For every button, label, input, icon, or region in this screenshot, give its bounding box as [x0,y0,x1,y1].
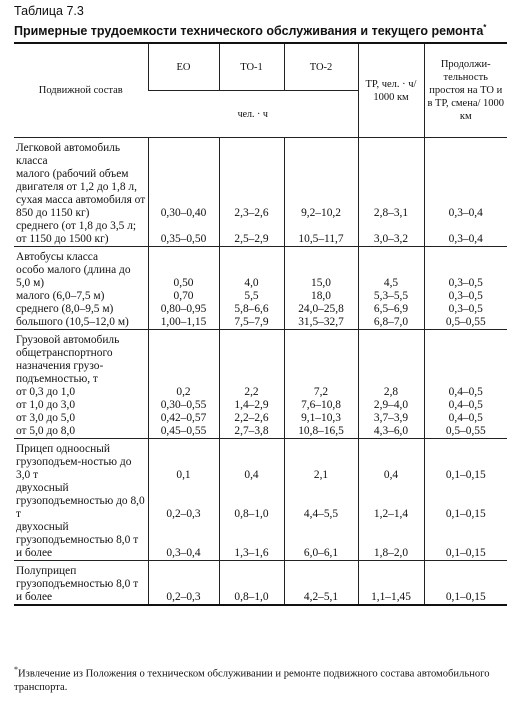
value-to1: 1,4–2,9 [219,399,284,412]
row-label: малого (6,0–7,5 м) [16,290,105,302]
empty-cell [424,247,507,265]
table-row [14,521,507,561]
value-to1: 2,2–2,6 [219,412,284,425]
value-dt: 0,4–0,5 [424,399,507,412]
value-dt: 0,3–0,5 [424,264,507,290]
empty-cell [284,247,358,265]
value-to2: 18,0 [284,290,358,303]
footnote-mark: * [14,665,18,674]
empty-cell [148,439,219,457]
value-eo: 0,50 [148,264,219,290]
value-to1: 7,5–7,9 [219,316,284,330]
value-eo: 0,2 [148,386,219,399]
group-title: Полуприцеп [14,561,148,579]
empty-cell [284,561,358,579]
empty-cell [284,330,358,387]
value-tr: 1,8–2,0 [358,521,424,561]
empty-cell [358,138,424,169]
value-tr: 6,8–7,0 [358,316,424,330]
value-to1: 0,8–1,0 [219,578,284,605]
table-row [14,386,507,399]
value-to1: 5,8–6,6 [219,303,284,316]
value-to1: 2,3–2,6 [219,168,284,220]
value-to2: 4,2–5,1 [284,578,358,605]
header-to1: ТО-1 [219,43,284,91]
value-dt: 0,1–0,15 [424,578,507,605]
empty-cell [148,330,219,387]
empty-cell [148,247,219,265]
value-tr: 2,8–3,1 [358,168,424,220]
row-label: от 3,0 до 5,0 [16,412,76,424]
row-label: большого (10,5–12,0 м) [16,316,129,328]
row-label: двухосный грузоподъемностью 8,0 т и более [16,521,139,559]
header-rolling-stock: Подвижной состав [14,43,148,138]
header-row [14,43,507,91]
empty-cell [148,561,219,579]
value-dt: 0,5–0,55 [424,425,507,439]
header-eo: ЕО [148,43,219,91]
value-eo: 0,42–0,57 [148,412,219,425]
value-to2: 24,0–25,8 [284,303,358,316]
table-title [14,23,486,38]
value-eo: 0,80–0,95 [148,303,219,316]
empty-cell [219,330,284,387]
table-row [14,316,507,330]
header-downtime: Продолжи-тельность простоя на ТО и в ТР, смена/ 1000 км [424,43,507,138]
value-to2: 4,4–5,5 [284,482,358,521]
value-tr: 1,2–1,4 [358,482,424,521]
empty-cell [358,561,424,579]
value-dt: 0,4–0,5 [424,386,507,399]
empty-cell [284,138,358,169]
value-to2: 7,6–10,8 [284,399,358,412]
value-eo: 0,35–0,50 [148,220,219,247]
row-label: малого (рабочий объем двигателя от 1,2 до 1,8 л, сухая масса автомобиля от 850 до 1150 кг) [16,168,146,219]
group-title-row [14,561,507,579]
value-to1: 0,4 [219,456,284,482]
empty-cell [219,439,284,457]
empty-cell [424,330,507,387]
value-tr: 1,1–1,45 [358,578,424,605]
footnote [14,663,507,694]
empty-cell [219,138,284,169]
empty-cell [358,330,424,387]
value-to2: 10,8–16,5 [284,425,358,439]
group-title-row [14,439,507,457]
row-label: среднего (от 1,8 до 3,5 л; от 1150 до 1500 кг) [16,220,137,245]
value-eo: 0,1 [148,456,219,482]
value-tr: 4,3–6,0 [358,425,424,439]
row-label: от 5,0 до 8,0 [16,425,76,437]
value-to2: 9,2–10,2 [284,168,358,220]
empty-cell [148,138,219,169]
value-dt: 0,1–0,15 [424,482,507,521]
value-dt: 0,4–0,5 [424,412,507,425]
value-tr: 5,3–5,5 [358,290,424,303]
row-label: грузоподъем-ностью до 3,0 т [16,456,132,481]
value-to2: 10,5–11,7 [284,220,358,247]
group-title: Автобусы класса [14,247,148,265]
value-tr: 4,5 [358,264,424,290]
value-dt: 0,3–0,4 [424,220,507,247]
table-row [14,456,507,482]
value-dt: 0,3–0,4 [424,168,507,220]
title-footnote-mark: * [483,23,487,32]
empty-cell [424,138,507,169]
value-to1: 5,5 [219,290,284,303]
value-dt: 0,3–0,5 [424,290,507,303]
table-row [14,290,507,303]
value-tr: 6,5–6,9 [358,303,424,316]
value-dt: 0,3–0,5 [424,303,507,316]
value-to2: 15,0 [284,264,358,290]
value-to2: 31,5–32,7 [284,316,358,330]
value-dt: 0,1–0,15 [424,456,507,482]
value-eo: 0,3–0,4 [148,521,219,561]
value-to2: 9,1–10,3 [284,412,358,425]
table-row [14,264,507,290]
value-to2: 6,0–6,1 [284,521,358,561]
group-title-row [14,247,507,265]
group-title: Грузовой автомобиль общетранспортного назначения грузо-подъемностью, т [14,330,148,387]
value-dt: 0,1–0,15 [424,521,507,561]
empty-cell [219,247,284,265]
labor-table [14,42,507,606]
empty-cell [358,439,424,457]
value-eo: 0,2–0,3 [148,578,219,605]
value-tr: 2,8 [358,386,424,399]
table-row [14,425,507,439]
empty-cell [424,561,507,579]
table-row [14,168,507,220]
row-label: двухосный грузоподъемностью до 8,0 т [16,482,145,520]
row-label: от 0,3 до 1,0 [16,386,76,398]
table-title-text: Примерные трудоемкости технического обслуживания и текущего ремонта [14,24,484,39]
value-dt: 0,5–0,55 [424,316,507,330]
header-to2: ТО-2 [284,43,358,91]
table-row [14,220,507,247]
group-title: Прицеп одноосный [14,439,148,457]
header-unit: чел. · ч [237,108,268,120]
value-to1: 2,5–2,9 [219,220,284,247]
empty-cell [284,439,358,457]
row-label: грузоподъемностью 8,0 т и более [14,578,148,605]
footnote-text: Извлечение из Положения о техническом обслуживании и ремонте подвижного состава автомобильного транспорта. [14,668,490,693]
value-eo: 0,45–0,55 [148,425,219,439]
table-caption: Таблица 7.3 [14,4,84,18]
value-eo: 0,2–0,3 [148,482,219,521]
value-to2: 7,2 [284,386,358,399]
value-eo: 1,00–1,15 [148,316,219,330]
value-tr: 0,4 [358,456,424,482]
table-row [14,412,507,425]
value-tr: 3,7–3,9 [358,412,424,425]
group-title-row [14,330,507,387]
value-to1: 0,8–1,0 [219,482,284,521]
table-row [14,578,507,605]
value-eo: 0,30–0,40 [148,168,219,220]
value-to2: 2,1 [284,456,358,482]
value-tr: 2,9–4,0 [358,399,424,412]
empty-cell [424,439,507,457]
value-to1: 2,2 [219,386,284,399]
value-tr: 3,0–3,2 [358,220,424,247]
table-row [14,303,507,316]
header-tr: ТР, чел. · ч/ 1000 км [358,43,424,138]
row-label: среднего (8,0–9,5 м) [16,303,114,315]
table-row [14,482,507,521]
value-eo: 0,70 [148,290,219,303]
group-title-row [14,138,507,169]
group-title: Легковой автомобиль класса [14,138,148,169]
row-label: особо малого (длина до 5,0 м) [16,264,131,289]
table-row [14,399,507,412]
empty-cell [358,247,424,265]
value-to1: 1,3–1,6 [219,521,284,561]
value-eo: 0,30–0,55 [148,399,219,412]
value-to1: 4,0 [219,264,284,290]
value-to1: 2,7–3,8 [219,425,284,439]
empty-cell [219,561,284,579]
row-label: от 1,0 до 3,0 [16,399,76,411]
